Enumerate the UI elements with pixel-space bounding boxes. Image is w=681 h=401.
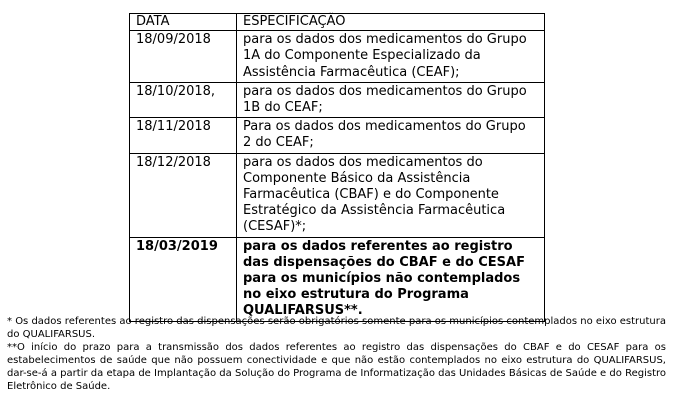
table-row — [130, 153, 545, 237]
footnote-single-asterisk: * Os dados referentes ao registro das dispensações serão obrigatórios somente para os municípios contemplados no eixo estrutura do QUALIFARSUS. — [7, 316, 666, 340]
row-specification: para os dados referentes ao registro das dispensações do CBAF e do CESAF para os municípios não contemplados no eixo estrutura do Programa QUALIFARSUS**. — [237, 237, 545, 321]
row-date: 18/11/2018 — [130, 118, 237, 153]
table-row — [130, 82, 545, 117]
row-date: 18/12/2018 — [130, 153, 237, 237]
table-row-highlighted — [130, 237, 545, 321]
header-date: DATA — [130, 14, 237, 31]
row-date: 18/03/2019 — [130, 237, 237, 321]
footnote-double-asterisk: **O início do prazo para a transmissão dos dados referentes ao registro das dispensações do CBAF e do CESAF para os estabelecimentos de saúde que não possuem conectividade e que não estão contemplados no eixo estrutura do QUALIFARSUS, dar-se-á a partir da etapa de Implantação da Solução do Programa de Informatização das Unidades Básicas de Saúde e do Registro Eletrônico de Saúde. — [7, 342, 666, 392]
row-date: 18/09/2018 — [130, 31, 237, 83]
header-specification: ESPECIFICAÇÃO — [237, 14, 545, 31]
table-row — [130, 118, 545, 153]
table-header-row — [130, 14, 545, 31]
footnotes — [7, 315, 666, 393]
row-specification: para os dados dos medicamentos do Grupo 1A do Componente Especializado da Assistência Farmacêutica (CEAF); — [237, 31, 545, 83]
row-date: 18/10/2018, — [130, 82, 237, 117]
schedule-table — [129, 13, 545, 322]
table-row — [130, 31, 545, 83]
row-specification: para os dados dos medicamentos do Grupo 1B do CEAF; — [237, 82, 545, 117]
row-specification: Para os dados dos medicamentos do Grupo 2 do CEAF; — [237, 118, 545, 153]
row-specification: para os dados dos medicamentos do Componente Básico da Assistência Farmacêutica (CBAF) e do Componente Estratégico da Assistência Farmacêutica (CESAF)*; — [237, 153, 545, 237]
